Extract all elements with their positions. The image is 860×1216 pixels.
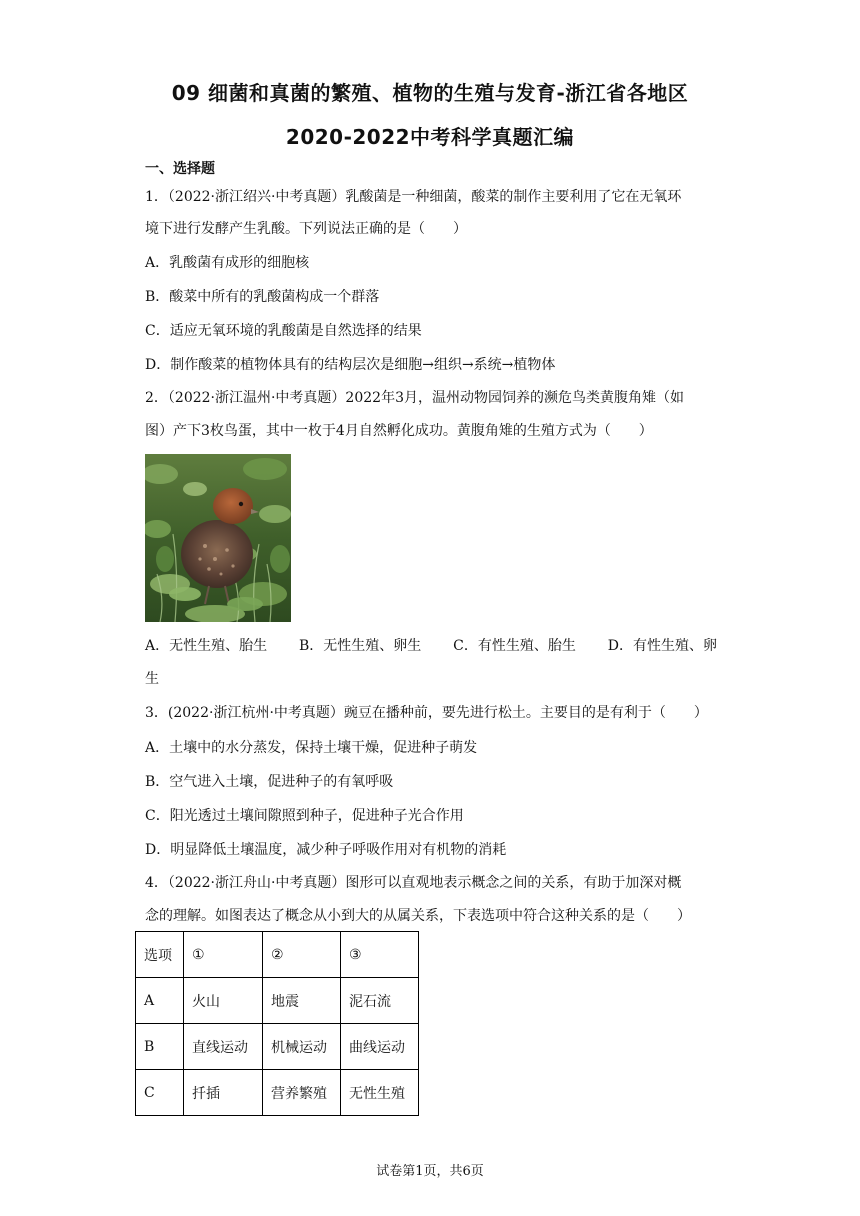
table-row <box>136 1024 419 1070</box>
q4-options-table <box>135 931 419 1116</box>
table-cell: C <box>136 1070 184 1116</box>
page-title-line1: 09 细菌和真菌的繁殖、植物的生殖与发育-浙江省各地区 <box>171 81 689 105</box>
table-cell: 机械运动 <box>263 1024 341 1070</box>
q1-option-a: A．乳酸菌有成形的细胞核 <box>145 255 310 271</box>
q3-option-d: D．明显降低土壤温度，减少种子呼吸作用对有机物的消耗 <box>145 842 507 858</box>
table-row <box>136 1070 419 1116</box>
q1-stem-line2: 境下进行发酵产生乳酸。下列说法正确的是（ ） <box>145 221 467 237</box>
table-cell: 营养繁殖 <box>263 1070 341 1116</box>
table-cell: B <box>136 1024 184 1070</box>
table-header-cell: ③ <box>341 932 419 978</box>
table-cell: A <box>136 978 184 1024</box>
q3-option-b: B．空气进入土壤，促进种子的有氧呼吸 <box>145 774 394 790</box>
q2-options-row <box>145 636 717 656</box>
table-cell: 泥石流 <box>341 978 419 1024</box>
table-cell: 无性生殖 <box>341 1070 419 1116</box>
table-row <box>136 978 419 1024</box>
table-cell: 扦插 <box>184 1070 263 1116</box>
table-cell: 地震 <box>263 978 341 1024</box>
table-header-cell: 选项 <box>136 932 184 978</box>
q2-stem-line2: 图）产下3枚鸟蛋，其中一枚于4月自然孵化成功。黄腹角雉的生殖方式为（ ） <box>145 423 653 439</box>
table-cell: 曲线运动 <box>341 1024 419 1070</box>
q2-option-d: D．有性生殖、卵 <box>607 638 717 654</box>
q2-option-b: B．无性生殖、卵生 <box>299 638 422 654</box>
q1-stem-line1: 1．（2022·浙江绍兴·中考真题）乳酸菌是一种细菌，酸菜的制作主要利用了它在无氧环 <box>145 189 682 205</box>
table-header-cell: ① <box>184 932 263 978</box>
page-title-line2: 2020-2022中考科学真题汇编 <box>285 125 575 149</box>
q1-option-d: D．制作酸菜的植物体具有的结构层次是细胞→组织→系统→植物体 <box>145 357 556 373</box>
q2-stem-line1: 2．（2022·浙江温州·中考真题）2022年3月，温州动物园饲养的濒危鸟类黄腹角雉（如 <box>145 390 684 406</box>
q4-stem-line1: 4．（2022·浙江舟山·中考真题）图形可以直观地表示概念之间的关系，有助于加深对概 <box>145 875 682 891</box>
q2-option-wrap: 生 <box>145 671 159 687</box>
pheasant-chick-image <box>145 454 291 622</box>
table-cell: 直线运动 <box>184 1024 263 1070</box>
q1-option-c: C．适应无氧环境的乳酸菌是自然选择的结果 <box>145 323 422 339</box>
pheasant-chick-photo <box>145 454 291 622</box>
page-footer: 试卷第1页，共6页 <box>376 1164 484 1179</box>
q3-option-c: C．阳光透过土壤间隙照到种子，促进种子光合作用 <box>145 808 464 824</box>
q2-option-c: C．有性生殖、胎生 <box>453 638 576 654</box>
q4-stem-line2: 念的理解。如图表达了概念从小到大的从属关系，下表选项中符合这种关系的是（ ） <box>145 908 691 924</box>
q2-option-a: A．无性生殖、胎生 <box>145 638 268 654</box>
q3-option-a: A．土壤中的水分蒸发，保持土壤干燥，促进种子萌发 <box>145 740 478 756</box>
q1-option-b: B．酸菜中所有的乳酸菌构成一个群落 <box>145 289 380 305</box>
q3-stem-line1: 3．(2022·浙江杭州·中考真题）豌豆在播种前，要先进行松土。主要目的是有利于（ ） <box>145 705 708 721</box>
table-cell: 火山 <box>184 978 263 1024</box>
table-header-cell: ② <box>263 932 341 978</box>
table-header-row <box>136 932 419 978</box>
section-heading: 一、选择题 <box>145 161 215 177</box>
